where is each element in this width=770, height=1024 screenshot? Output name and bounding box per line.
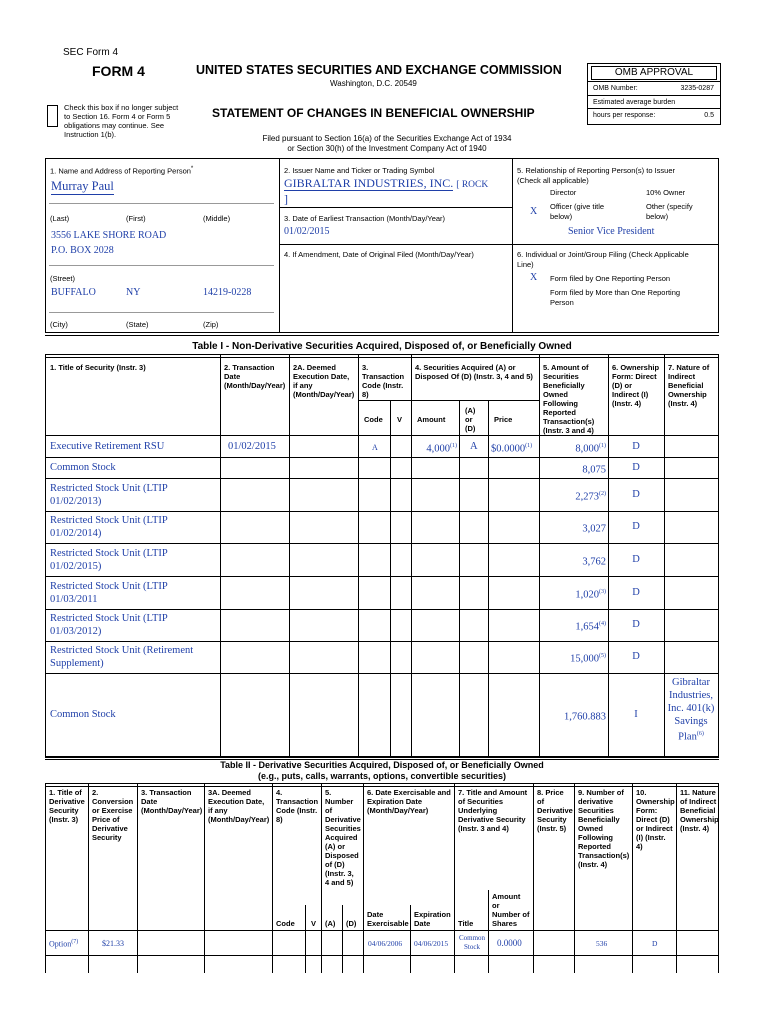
issuer-name: GIBRALTAR INDUSTRIES, INC. <box>284 176 454 190</box>
more-person-label: Form filed by More than One Reporting Person <box>550 288 681 307</box>
checkbox-instructions: Check this box if no longer subject to Section 16. Form 4 or Form 5 obligations may continue. See Instruction 1(b). <box>64 103 179 139</box>
other-label: Other (specify below) <box>646 202 693 221</box>
t2-sub-exercisable: Date Exercisable <box>367 910 409 928</box>
t2-header-ownership-form: 10. Ownership Form: Direct (D) or Indirect (I) (Instr. 4) <box>636 788 675 851</box>
ownership-form: D <box>632 461 640 473</box>
state-label: (State) <box>126 320 149 329</box>
t2-row-underlying-amount: 0.0000 <box>497 938 522 948</box>
t2-sub-d: (D) <box>346 919 357 928</box>
owned-amount: 3,762 <box>582 556 606 567</box>
form-label: FORM 4 <box>92 63 145 79</box>
street-label: (Street) <box>50 274 76 283</box>
transaction-price: $0.0000$^{(1)}$ <box>491 442 533 454</box>
t2-row-underlying-title: Common Stock <box>458 934 486 951</box>
table2-title: Table II - Derivative Securities Acquired, Disposed of, or Beneficially Owned (e.g., puts, calls, warrants, options, convertible securities) <box>220 760 544 781</box>
issuer-ticker-close: ] <box>284 192 288 206</box>
reporting-person-label: 1. Name and Address of Reporting Person* <box>50 166 194 176</box>
omb-hours-label: hours per response: <box>593 112 656 119</box>
table1-title: Table I - Non-Derivative Securities Acquired, Disposed of, or Beneficially Owned <box>192 341 572 352</box>
t1-sub-v: V <box>397 415 403 424</box>
t1-sub-code: Code <box>364 415 383 424</box>
t2-header-title: 1. Title of Derivative Security (Instr. 3) <box>49 788 85 824</box>
t1-header-owned: 5. Amount of Securities Beneficially Owned Following Reported Transaction(s) (Instr. 3 and 4) <box>543 363 595 435</box>
ownership-form: I <box>634 709 638 720</box>
ownership-form: D <box>632 553 640 565</box>
statement-title: STATEMENT OF CHANGES IN BENEFICIAL OWNERSHIP <box>212 106 535 120</box>
t2-row-exercisable: 04/06/2006 <box>368 939 403 948</box>
security-title: Restricted Stock Unit (LTIP 01/03/2011 <box>50 580 168 605</box>
t2-row-form: D <box>652 939 658 948</box>
omb-title: OMB APPROVAL <box>591 66 717 80</box>
security-title: Restricted Stock Unit (LTIP 01/02/2013) <box>50 482 168 507</box>
owned-amount: 1,020$^{(3)}$ <box>575 588 606 600</box>
t2-header-conversion: 2. Conversion or Exercise Price of Derivative Security <box>92 788 134 842</box>
t2-sub-v: V <box>311 919 317 928</box>
t1-header-ownership-form: 6. Ownership Form: Direct (D) or Indirect (I) (Instr. 4) <box>612 363 660 408</box>
t1-header-acquired: 4. Securities Acquired (A) or Disposed Of (D) (Instr. 3, 4 and 5) <box>415 363 533 381</box>
ten-pct-owner-label: 10% Owner <box>646 188 686 197</box>
ownership-form: D <box>632 586 640 598</box>
t1-header-nature: 7. Nature of Indirect Beneficial Ownership (Instr. 4) <box>668 363 710 408</box>
ownership-form: D <box>632 488 640 500</box>
sec-form-label: SEC Form 4 <box>63 47 119 58</box>
omb-approval-box <box>587 63 721 125</box>
t2-header-exercisable: 6. Date Exercisable and Expiration Date (Month/Day/Year) <box>367 788 451 815</box>
t2-header-number: 5. Number of Derivative Securities Acquired (A) or Disposed of (D) (Instr. 3, 4 and 5) <box>325 788 361 887</box>
security-title: Common Stock <box>50 461 116 473</box>
t2-sub-title: Title <box>458 919 474 928</box>
t1-sub-amount: Amount <box>417 415 446 424</box>
owned-amount: 3,027 <box>582 523 606 535</box>
t1-header-deemed: 2A. Deemed Execution Date, if any (Month/Day/Year) <box>293 363 355 399</box>
t2-sub-expiration: Expiration Date <box>414 910 451 928</box>
t1-header-date: 2. Transaction Date (Month/Day/Year) <box>224 363 286 390</box>
issuer-name-block[interactable] <box>284 176 510 206</box>
earliest-date-label: 3. Date of Earliest Transaction (Month/Day/Year) <box>284 214 446 223</box>
earliest-date-value: 01/02/2015 <box>284 226 330 237</box>
security-title: Restricted Stock Unit (LTIP 01/03/2012) <box>50 613 168 637</box>
t2-header-code: 4. Transaction Code (Instr. 8) <box>276 788 319 824</box>
ownership-form: D <box>632 440 640 452</box>
t2-sub-amount: Amount or Number of Shares <box>492 892 530 928</box>
zip-value: 14219-0228 <box>203 287 252 298</box>
city-value: BUFFALO <box>51 287 96 298</box>
address-line-2: P.O. BOX 2028 <box>51 245 114 256</box>
security-title: Restricted Stock Unit (LTIP 01/02/2014) <box>50 515 168 539</box>
omb-number-label: OMB Number: <box>593 85 638 92</box>
t2-header-price: 8. Price of Derivative Security (Instr. 5) <box>537 788 573 833</box>
t2-row-expiration: 04/06/2015 <box>414 939 449 948</box>
last-label: (Last) <box>50 214 70 223</box>
t2-header-nature: 11. Nature of Indirect Beneficial Ownership (Instr. 4) <box>680 788 719 833</box>
nature-of-ownership: Gibraltar Industries, Inc. 401(k) Savings Plan$^{(6)}$ <box>667 677 715 743</box>
first-label: (First) <box>126 214 146 223</box>
t2-sub-code: Code <box>276 919 295 928</box>
security-title: Restricted Stock Unit (LTIP 01/02/2015) <box>50 547 168 572</box>
group-filing-label: 6. Individual or Joint/Group Filing (Check Applicable Line) <box>517 250 689 269</box>
t2-header-underlying: 7. Title and Amount of Securities Underlying Derivative Security (Instr. 3 and 4) <box>458 788 528 833</box>
t2-header-number-owned: 9. Number of derivative Securities Beneficially Owned Following Reported Transaction(s) (Instr. 4) <box>578 788 630 869</box>
state-value: NY <box>126 287 141 298</box>
one-person-label: Form filed by One Reporting Person <box>550 274 671 283</box>
filed-pursuant: Filed pursuant to Section 16(a) of the Securities Exchange Act of 1934 or Section 30(h) of the Investment Company Act of 1940 <box>262 134 512 153</box>
t2-row-owned: 536 <box>596 939 608 948</box>
owned-amount: 1,760.883 <box>564 711 606 723</box>
t1-sub-price: Price <box>494 415 513 424</box>
t2-row-title: Option$^{(7)}$ <box>49 939 79 949</box>
director-label: Director <box>550 188 577 197</box>
zip-label: (Zip) <box>203 320 219 329</box>
issuer-label: 2. Issuer Name and Ticker or Trading Symbol <box>284 166 435 175</box>
omb-burden-label: Estimated average burden <box>593 99 676 106</box>
owned-amount: 15,000$^{(5)}$ <box>570 653 606 665</box>
no-longer-subject-checkbox[interactable] <box>47 105 58 127</box>
officer-label: Officer (give title below) <box>550 202 605 221</box>
t1-header-code: 3. Transaction Code (Instr. 8) <box>362 363 405 399</box>
owned-amount: 1,654$^{(4)}$ <box>575 621 606 633</box>
officer-checkmark[interactable]: X <box>530 206 538 217</box>
ownership-form: D <box>632 521 640 532</box>
omb-number-value: 3235-0287 <box>680 85 714 92</box>
security-title: Executive Retirement RSU <box>50 440 165 452</box>
officer-title-value: Senior Vice President <box>568 226 655 237</box>
transaction-date: 01/02/2015 <box>228 440 276 452</box>
sec-location: Washington, D.C. 20549 <box>330 79 417 88</box>
transaction-code: A <box>372 442 378 452</box>
reporting-person-name[interactable]: Murray Paul <box>51 179 114 193</box>
relationship-label: 5. Relationship of Reporting Person(s) to Issuer (Check all applicable) <box>517 166 675 185</box>
owned-amount: 8,000$^{(1)}$ <box>575 442 606 454</box>
t2-header-deemed: 3A. Deemed Execution Date, if any (Month/Day/Year) <box>208 788 270 824</box>
amendment-label: 4. If Amendment, Date of Original Filed (Month/Day/Year) <box>284 250 474 259</box>
t1-sub-ad: (A) or (D) <box>465 406 476 433</box>
security-title: Restricted Stock Unit (Retirement Supplement) <box>50 645 194 669</box>
ownership-form: D <box>632 651 640 662</box>
t2-header-date: 3. Transaction Date (Month/Day/Year) <box>141 788 203 815</box>
issuer-ticker-open: [ ROCK <box>456 180 489 190</box>
t2-row-price: $21.33 <box>102 939 124 948</box>
middle-label: (Middle) <box>203 214 231 223</box>
owned-amount: 2,273$^{(2)}$ <box>575 490 606 502</box>
sec-title: UNITED STATES SECURITIES AND EXCHANGE COMMISSION <box>196 63 562 77</box>
t2-sub-a: (A) <box>325 919 336 928</box>
acquired-or-disposed: A <box>470 440 478 452</box>
ownership-form: D <box>632 619 640 630</box>
t1-header-title: 1. Title of Security (Instr. 3) <box>50 363 146 372</box>
omb-hours-value: 0.5 <box>704 112 714 119</box>
city-label: (City) <box>50 320 68 329</box>
acquired-amount: 4,000$^{(1)}$ <box>426 442 457 454</box>
one-person-checkmark[interactable]: X <box>530 272 538 283</box>
security-title: Common Stock <box>50 709 116 720</box>
address-line-1: 3556 LAKE SHORE ROAD <box>51 230 167 241</box>
owned-amount: 8,075 <box>582 464 606 475</box>
